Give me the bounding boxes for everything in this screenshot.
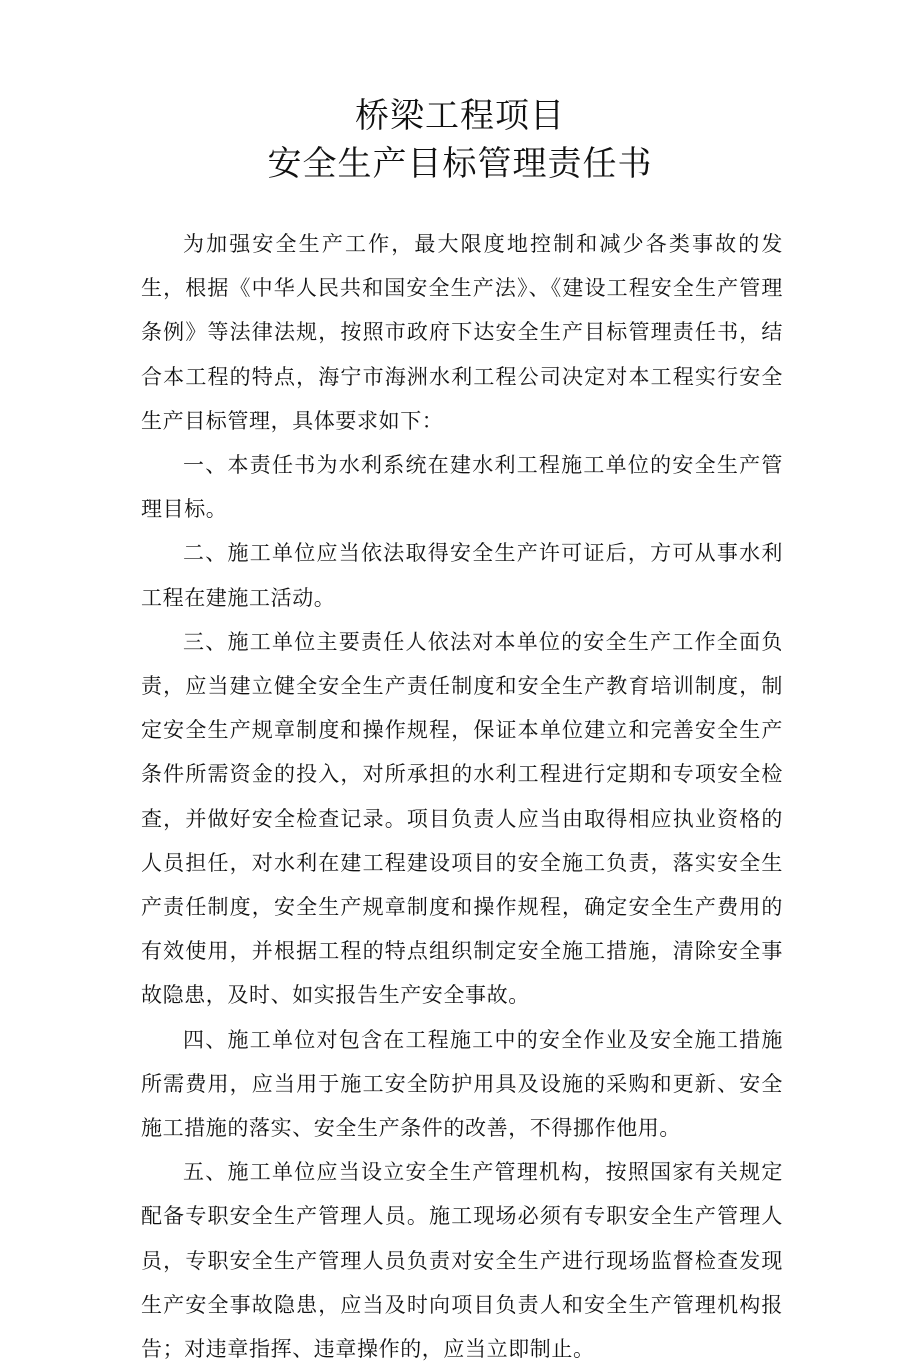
title-line-1: 桥梁工程项目 xyxy=(355,96,565,136)
paragraph-item-3: 三、施工单位主要责任人依法对本单位的安全生产工作全面负责，应当建立健全安全生产责任制度和安全生产教育培训制度，制定安全生产规章制度和操作规程，保证本单位建立和完善安全生产条件所需资金的投入，对所承担的水利工程进行定期和专项安全检查，并做好安全检查记录。项目负责人应当由取得相应执业资格的人员担任，对水利在建工程建设项目的安全施工负责，落实安全生产责任制度，安全生产规章制度和操作规程，确定安全生产费用的有效使用，并根据工程的特点组织制定安全施工措施，清除安全事故隐患，及时、如实报告生产安全事故。 xyxy=(141,629,783,1008)
title-line-2: 安全生产目标管理责任书 xyxy=(267,144,653,184)
paragraph-item-4: 四、施工单位对包含在工程施工中的安全作业及安全施工措施所需费用，应当用于施工安全防护用具及设施的采购和更新、安全施工措施的落实、安全生产条件的改善，不得挪作他用。 xyxy=(141,1027,783,1141)
paragraph-intro: 为加强安全生产工作，最大限度地控制和减少各类事故的发生，根据《中华人民共和国安全生产法》、《建设工程安全生产管理条例》等法律法规，按照市政府下达安全生产目标管理责任书，结合本工程的特点，海宁市海洲水利工程公司决定对本工程实行安全生产目标管理，具体要求如下： xyxy=(141,232,783,433)
document-title xyxy=(0,92,920,188)
paragraph-item-2: 二、施工单位应当依法取得安全生产许可证后，方可从事水利工程在建施工活动。 xyxy=(141,541,783,610)
document-body xyxy=(141,222,783,1371)
paragraph-item-5: 五、施工单位应当设立安全生产管理机构，按照国家有关规定配备专职安全生产管理人员。施工现场必须有专职安全生产管理人员，专职安全生产管理人员负责对安全生产进行现场监督检查发现生产安全事故隐患，应当及时向项目负责人和安全生产管理机构报告；对违章指挥、违章操作的，应当立即制止。 xyxy=(141,1160,783,1362)
paragraph-item-1: 一、本责任书为水利系统在建水利工程施工单位的安全生产管理目标。 xyxy=(141,453,783,522)
